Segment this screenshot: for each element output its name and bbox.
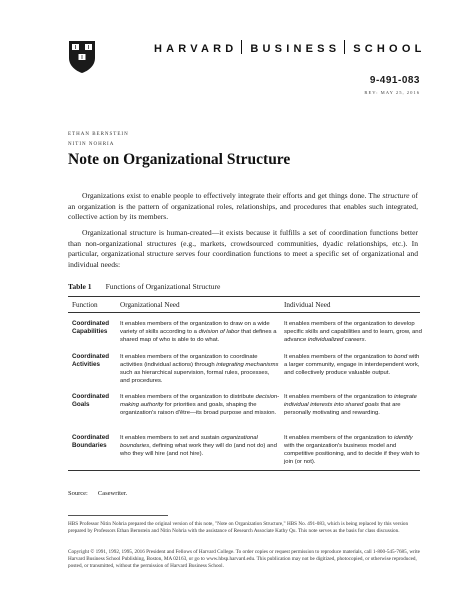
school-name-part-1: HARVARD (154, 43, 238, 55)
function-cell: Coordinated Boundaries (72, 434, 110, 449)
author-name: NITIN NOHRIA (68, 142, 115, 147)
function-cell: Coordinated Goals (72, 393, 110, 408)
function-cell: Coordinated Capabilities (72, 320, 110, 335)
individual-need-cell: It enables members of the organization to develop specific skills and capabilities and to learn, grow, and advance individualized careers. (284, 321, 422, 343)
case-number: 9-491-083 (369, 75, 420, 86)
revision-date: REV: MAY 25, 2016 (364, 90, 420, 95)
table-source (68, 490, 127, 497)
source-value: Casewriter. (97, 490, 128, 497)
author-list (68, 130, 129, 150)
school-name-part-3: SCHOOL (353, 43, 426, 55)
copyright-notice: Copyright © 1991, 1992, 1995, 2016 President and Fellows of Harvard College. To order copies or request permission to reproduce materials, call 1-800-545-7685, write Harvard Business School Publishing, Boston, MA 02163, or go to www.hbsp.harvard.edu. This publication may not be digitized, photocopied, or otherwise reproduced, posted, or transmitted, without the permission of Harvard Business School. (68, 549, 420, 569)
org-need-cell: It enables members of the organization to distribute decision-making authority for priorities and goals, shaping the organization's raison d'être—its broad purpose and mission. (120, 394, 280, 416)
individual-need-cell: It enables members of the organization to integrate individual interests into shared goals that are personally motivating and rewarding. (284, 394, 417, 416)
column-header-org-need: Organizational Need (120, 301, 180, 309)
function-cell: Coordinated Activities (72, 353, 110, 368)
intro-paragraph: Organizations exist to enable people to effectively integrate their efforts and get things done. The structure of an organization is the pattern of organizational roles, relationships, and procedures that enables such integrated, collective action by its members. (68, 191, 418, 222)
source-label: Source: (68, 490, 88, 497)
individual-need-cell: It enables members of the organization to identify with the organization's business model and competitive positioning, and to decide if they wish to join (or not). (284, 435, 420, 465)
body-paragraph: Organizational structure is human-created—it exists because it fulfills a set of coordination functions better than non-organizational structures (e.g., markets, crowdsourced communities, dyadic relationships, etc.). In particular, organizational structure serves four coordination functions to meet a specific set of organizational and individual needs: (68, 228, 418, 269)
school-name (154, 40, 426, 55)
author-name: ETHAN BERNSTEIN (68, 132, 129, 137)
authorship-footnote: HBS Professor Nitin Nohria prepared the original version of this note, "Note on Organization Structure," HBS No. 491-083, which is being replaced by this version prepared by Professors Ethan Bernstein and Nitin Nohria with the assistance of Research Associate Kathy Qu. This note serves as the basis for class discussion. (68, 521, 409, 534)
school-name-part-2: BUSINESS (250, 43, 341, 55)
table-top-rule (68, 296, 420, 297)
org-need-cell: It enables members of the organization to draw on a wide variety of skills according to a division of labor that defines a shared map of who is able to do what. (120, 321, 277, 343)
harvard-shield-logo (68, 40, 96, 74)
org-need-cell: It enables members to set and sustain organizational boundaries, defining what work they will do (and not do) and who they will hire (and not hire). (120, 435, 277, 457)
table-header-rule (68, 312, 420, 313)
table-title: Functions of Organizational Structure (105, 282, 221, 291)
document-title: Note on Organizational Structure (68, 151, 291, 168)
column-header-function: Function (72, 301, 98, 309)
table-label: Table 1 (68, 282, 92, 291)
individual-need-cell: It enables members of the organization to bond with a larger community, engage in interdependent work, and collectively produce valuable output. (284, 354, 420, 376)
column-header-individual-need: Individual Need (284, 301, 331, 309)
footnote-rule (68, 515, 168, 516)
org-need-cell: It enables members of the organization to coordinate activities (individual actions) through integrating mechanisms such as hierarchical supervision, formal rules, processes, and procedures. (120, 354, 279, 384)
table-bottom-rule (68, 470, 420, 471)
table-caption (68, 282, 220, 291)
